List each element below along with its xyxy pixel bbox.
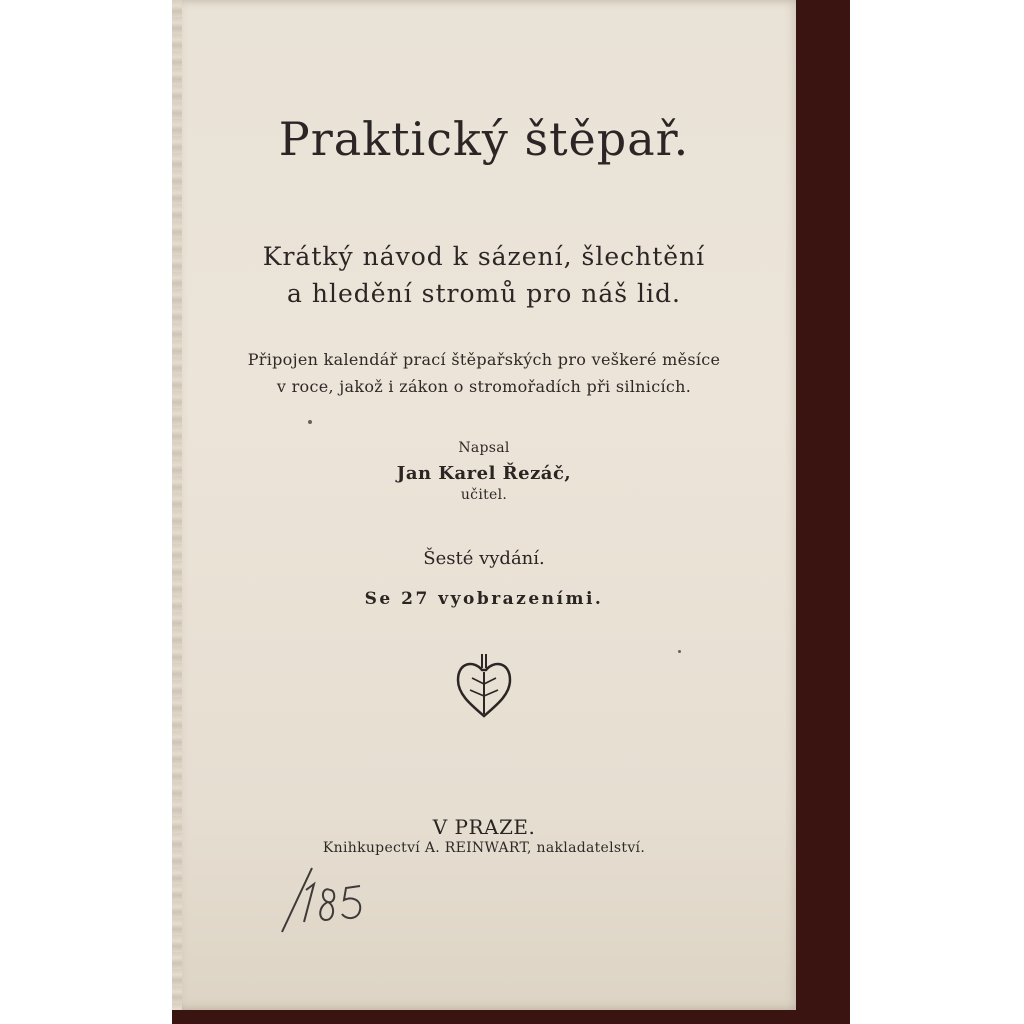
subtitle-line-2: a hledění stromů pro náš lid. — [287, 279, 681, 308]
linden-leaf-icon — [452, 650, 516, 720]
worn-page-edge — [172, 0, 182, 1010]
appendix-line-1: Připojen kalendář prací štěpařských pro veškeré měsíce — [247, 350, 721, 369]
paper-speck — [678, 650, 681, 653]
paper-speck — [308, 420, 312, 424]
subtitle-line-1: Krátký návod k sázení, šlechtění — [262, 242, 706, 271]
appendix-line-2: v roce, jakož i zákon o stromořadích při silnicích. — [276, 377, 692, 396]
imprint-city: V PRAZE. — [432, 815, 536, 839]
handwritten-pencil-mark — [272, 860, 382, 940]
author-name: Jan Karel Řezáč, — [396, 463, 572, 484]
book-title: Praktický štěpař. — [278, 112, 690, 166]
imprint-publisher: Knihkupectví A. REINWART, nakladatelství. — [322, 840, 646, 856]
illustrations-note: Se 27 vyobrazeními. — [364, 589, 604, 609]
author-intro: Napsal — [458, 440, 510, 456]
title-page — [172, 0, 796, 1010]
author-role: učitel. — [460, 487, 508, 503]
edition-note: Šesté vydání. — [423, 548, 545, 569]
